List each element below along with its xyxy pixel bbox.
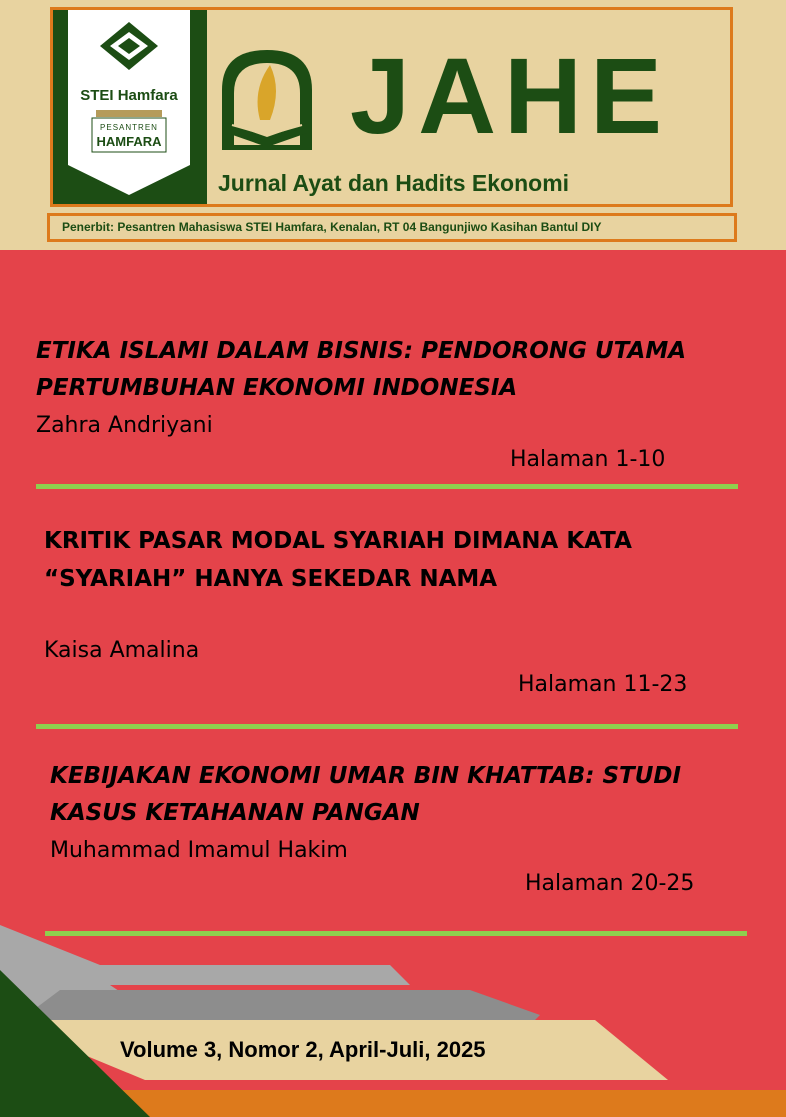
- cover-header: [0, 0, 786, 250]
- pesantren-name: HAMFARA: [96, 134, 162, 149]
- article-3-pages: Halaman 20-25: [525, 871, 695, 896]
- article-1-author: Zahra Andriyani: [36, 413, 213, 438]
- article-3-author: Muhammad Imamul Hakim: [50, 838, 348, 863]
- journal-full-name: Jurnal Ayat dan Hadits Ekonomi: [218, 170, 570, 196]
- pesantren-label: PESANTREN: [100, 123, 158, 132]
- stei-hamfara-logo: [68, 10, 190, 195]
- article-1-pages: Halaman 1-10: [510, 447, 666, 472]
- publisher-line: Penerbit: Pesantren Mahasiswa STEI Hamfara, Kenalan, RT 04 Bangunjiwo Kasihan Bantul DIY: [47, 213, 737, 242]
- article-1-divider: [36, 484, 738, 489]
- institution-name: STEI Hamfara: [80, 87, 178, 104]
- article-3-title-line-2: KASUS KETAHANAN PANGAN: [50, 800, 420, 826]
- article-2-divider: [36, 724, 738, 729]
- article-2-author: Kaisa Amalina: [44, 638, 200, 663]
- jahe-logo-icon: [212, 45, 322, 160]
- volume-info: Volume 3, Nomor 2, April-Juli, 2025: [120, 1037, 486, 1062]
- article-1-title-line-1: ETIKA ISLAMI DALAM BISNIS: PENDORONG UTAMA: [36, 338, 687, 364]
- article-2-pages: Halaman 11-23: [518, 672, 688, 697]
- article-1-title-line-2: PERTUMBUHAN EKONOMI INDONESIA: [36, 375, 518, 401]
- journal-acronym: JAHE: [350, 35, 671, 156]
- article-2-title-line-1: KRITIK PASAR MODAL SYARIAH DIMANA KATA: [44, 528, 632, 554]
- article-3-title-line-1: KEBIJAKAN EKONOMI UMAR BIN KHATTAB: STUDI: [50, 763, 682, 789]
- article-2-title-line-2: “SYARIAH” HANYA SEKEDAR NAMA: [44, 566, 498, 592]
- bottom-decoration: [0, 925, 786, 1117]
